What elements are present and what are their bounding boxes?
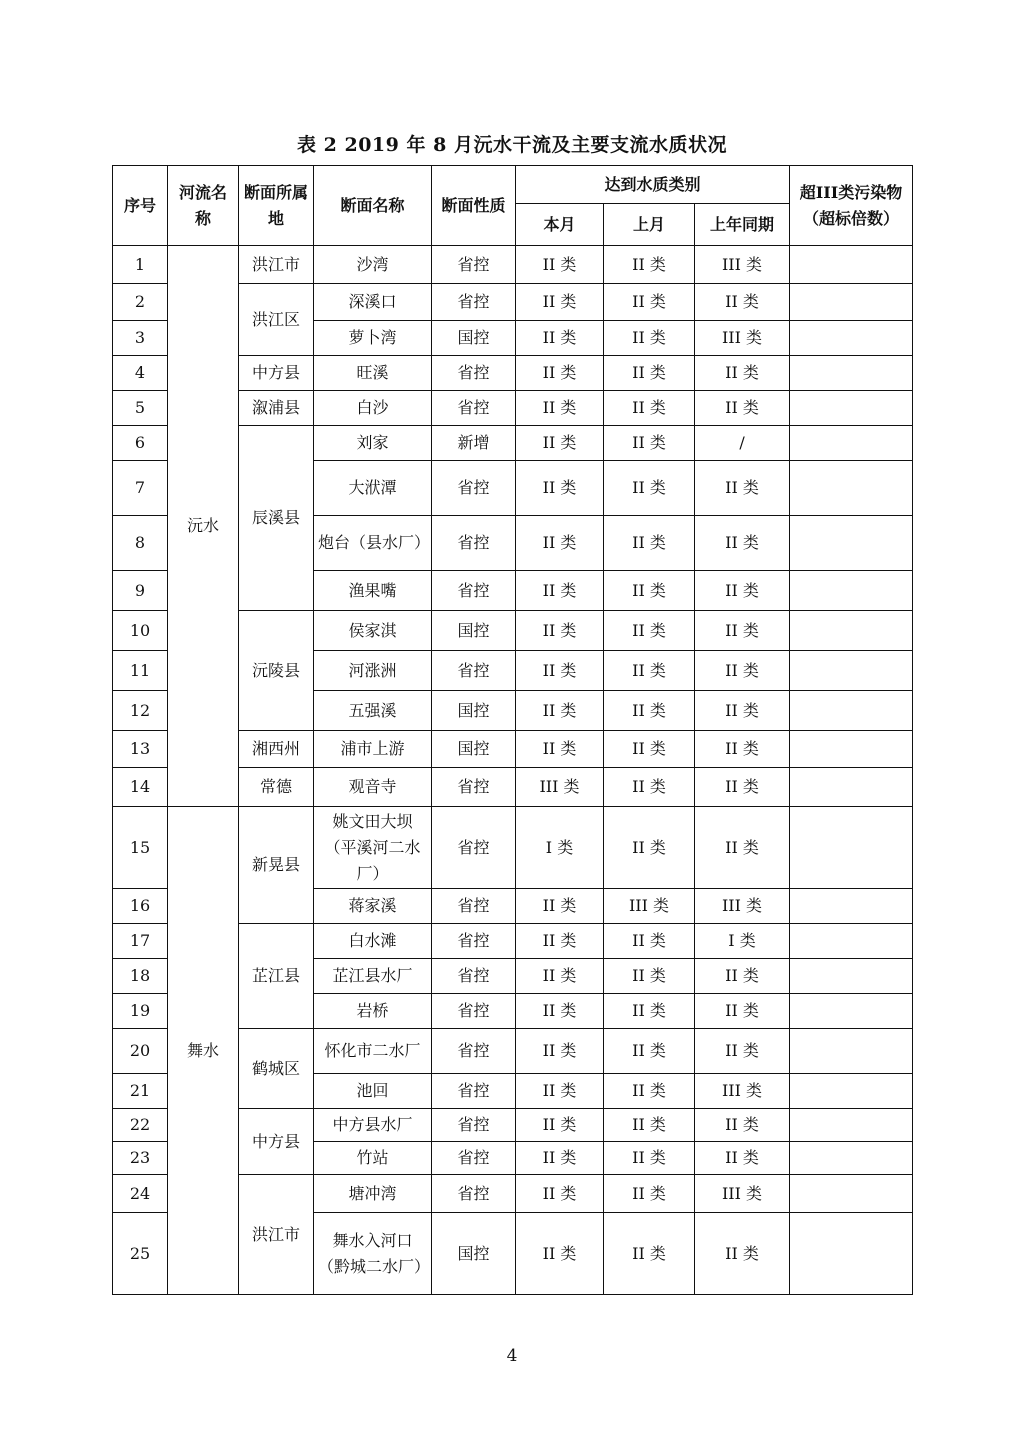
header-nature: 断面性质 xyxy=(432,166,516,246)
row-number: 13 xyxy=(113,731,168,768)
section-nature: 国控 xyxy=(432,731,516,768)
class-last-year: II 类 xyxy=(695,611,790,651)
exceed-pollutant xyxy=(790,356,913,391)
class-this-month: II 类 xyxy=(516,1213,604,1295)
exceed-pollutant xyxy=(790,994,913,1029)
section-name: 白水滩 xyxy=(314,924,432,959)
section-name: 塘冲湾 xyxy=(314,1175,432,1213)
class-last-year: II 类 xyxy=(695,1213,790,1295)
exceed-pollutant xyxy=(790,889,913,924)
class-this-month: II 类 xyxy=(516,691,604,731)
row-number: 9 xyxy=(113,571,168,611)
section-nature: 省控 xyxy=(432,356,516,391)
row-number: 14 xyxy=(113,768,168,807)
section-name: 大洑潭 xyxy=(314,461,432,516)
class-last-year: II 类 xyxy=(695,356,790,391)
section-nature: 省控 xyxy=(432,516,516,571)
section-nature: 省控 xyxy=(432,1142,516,1175)
exceed-pollutant xyxy=(790,691,913,731)
table-body xyxy=(113,246,913,1295)
class-last-year: II 类 xyxy=(695,1142,790,1175)
exceed-pollutant xyxy=(790,516,913,571)
class-this-month: II 类 xyxy=(516,571,604,611)
section-name: 五强溪 xyxy=(314,691,432,731)
class-this-month: II 类 xyxy=(516,461,604,516)
section-name: 萝卜湾 xyxy=(314,321,432,356)
section-nature: 省控 xyxy=(432,1175,516,1213)
section-name: 侯家淇 xyxy=(314,611,432,651)
section-name: 渔果嘴 xyxy=(314,571,432,611)
header-last-year: 上年同期 xyxy=(695,204,790,246)
class-last-year: II 类 xyxy=(695,1029,790,1074)
exceed-pollutant xyxy=(790,807,913,889)
section-nature: 省控 xyxy=(432,571,516,611)
class-last-year: III 类 xyxy=(695,889,790,924)
row-number: 6 xyxy=(113,426,168,461)
class-this-month: II 类 xyxy=(516,1142,604,1175)
section-location: 沅陵县 xyxy=(239,611,314,731)
section-nature: 省控 xyxy=(432,807,516,889)
class-last-month: III 类 xyxy=(604,889,695,924)
section-name: 深溪口 xyxy=(314,284,432,321)
row-number: 8 xyxy=(113,516,168,571)
section-nature: 省控 xyxy=(432,284,516,321)
class-last-year: III 类 xyxy=(695,321,790,356)
section-nature: 新增 xyxy=(432,426,516,461)
section-nature: 国控 xyxy=(432,691,516,731)
class-last-year: II 类 xyxy=(695,461,790,516)
class-last-year: / xyxy=(695,426,790,461)
exceed-pollutant xyxy=(790,924,913,959)
row-number: 21 xyxy=(113,1074,168,1109)
class-this-month: II 类 xyxy=(516,516,604,571)
section-location: 中方县 xyxy=(239,1109,314,1175)
class-last-month: II 类 xyxy=(604,1109,695,1142)
class-last-month: II 类 xyxy=(604,651,695,691)
row-number: 5 xyxy=(113,391,168,426)
class-last-month: II 类 xyxy=(604,426,695,461)
exceed-pollutant xyxy=(790,391,913,426)
row-number: 11 xyxy=(113,651,168,691)
class-last-month: II 类 xyxy=(604,1142,695,1175)
row-number: 2 xyxy=(113,284,168,321)
section-nature: 省控 xyxy=(432,391,516,426)
class-last-month: II 类 xyxy=(604,284,695,321)
class-last-month: II 类 xyxy=(604,807,695,889)
section-nature: 国控 xyxy=(432,1213,516,1295)
row-number: 23 xyxy=(113,1142,168,1175)
class-last-month: II 类 xyxy=(604,1074,695,1109)
section-location: 中方县 xyxy=(239,356,314,391)
class-last-month: II 类 xyxy=(604,959,695,994)
section-nature: 省控 xyxy=(432,246,516,284)
class-last-year: II 类 xyxy=(695,516,790,571)
class-this-month: II 类 xyxy=(516,246,604,284)
class-last-month: II 类 xyxy=(604,1213,695,1295)
section-location: 溆浦县 xyxy=(239,391,314,426)
class-this-month: II 类 xyxy=(516,889,604,924)
class-last-year: II 类 xyxy=(695,691,790,731)
section-nature: 省控 xyxy=(432,924,516,959)
class-this-month: II 类 xyxy=(516,651,604,691)
class-last-month: II 类 xyxy=(604,571,695,611)
class-last-month: II 类 xyxy=(604,1175,695,1213)
row-number: 20 xyxy=(113,1029,168,1074)
class-last-year: II 类 xyxy=(695,284,790,321)
row-number: 3 xyxy=(113,321,168,356)
class-this-month: II 类 xyxy=(516,1074,604,1109)
exceed-pollutant xyxy=(790,731,913,768)
section-name: 姚文田大坝（平溪河二水厂） xyxy=(314,807,432,889)
class-last-month: II 类 xyxy=(604,391,695,426)
class-last-month: II 类 xyxy=(604,356,695,391)
exceed-pollutant xyxy=(790,1109,913,1142)
class-this-month: II 类 xyxy=(516,924,604,959)
class-this-month: II 类 xyxy=(516,284,604,321)
class-last-year: II 类 xyxy=(695,651,790,691)
header-this-month: 本月 xyxy=(516,204,604,246)
row-number: 7 xyxy=(113,461,168,516)
section-name: 芷江县水厂 xyxy=(314,959,432,994)
class-this-month: II 类 xyxy=(516,426,604,461)
class-last-year: III 类 xyxy=(695,1074,790,1109)
section-location: 常德 xyxy=(239,768,314,807)
table-title: 表 2 2019 年 8 月沅水干流及主要支流水质状况 xyxy=(297,134,727,156)
class-last-year: II 类 xyxy=(695,994,790,1029)
class-this-month: II 类 xyxy=(516,1029,604,1074)
class-last-month: II 类 xyxy=(604,246,695,284)
class-last-month: II 类 xyxy=(604,994,695,1029)
section-name: 观音寺 xyxy=(314,768,432,807)
header-exceed: 超III类污染物（超标倍数） xyxy=(790,166,913,246)
section-name: 舞水入河口（黔城二水厂） xyxy=(314,1213,432,1295)
class-last-month: II 类 xyxy=(604,461,695,516)
section-nature: 国控 xyxy=(432,611,516,651)
exceed-pollutant xyxy=(790,1142,913,1175)
section-nature: 省控 xyxy=(432,994,516,1029)
exceed-pollutant xyxy=(790,651,913,691)
exceed-pollutant xyxy=(790,1074,913,1109)
exceed-pollutant xyxy=(790,426,913,461)
section-name: 刘家 xyxy=(314,426,432,461)
class-last-year: II 类 xyxy=(695,571,790,611)
section-name: 沙湾 xyxy=(314,246,432,284)
class-last-year: I 类 xyxy=(695,924,790,959)
section-location: 新晃县 xyxy=(239,807,314,924)
row-number: 18 xyxy=(113,959,168,994)
header-last-month: 上月 xyxy=(604,204,695,246)
section-nature: 省控 xyxy=(432,889,516,924)
section-nature: 省控 xyxy=(432,1109,516,1142)
river-name: 沅水 xyxy=(168,246,239,807)
row-number: 1 xyxy=(113,246,168,284)
section-location: 洪江市 xyxy=(239,246,314,284)
table-row xyxy=(113,807,913,889)
row-number: 25 xyxy=(113,1213,168,1295)
exceed-pollutant xyxy=(790,1213,913,1295)
section-nature: 省控 xyxy=(432,768,516,807)
section-name: 中方县水厂 xyxy=(314,1109,432,1142)
class-last-year: III 类 xyxy=(695,1175,790,1213)
water-quality-table xyxy=(112,165,913,1295)
class-last-year: II 类 xyxy=(695,391,790,426)
section-name: 白沙 xyxy=(314,391,432,426)
section-name: 竹站 xyxy=(314,1142,432,1175)
section-name: 岩桥 xyxy=(314,994,432,1029)
section-location: 洪江区 xyxy=(239,284,314,356)
section-name: 怀化市二水厂 xyxy=(314,1029,432,1074)
section-nature: 省控 xyxy=(432,651,516,691)
section-nature: 省控 xyxy=(432,461,516,516)
class-this-month: II 类 xyxy=(516,959,604,994)
exceed-pollutant xyxy=(790,571,913,611)
section-name: 浦市上游 xyxy=(314,731,432,768)
class-last-year: II 类 xyxy=(695,731,790,768)
section-location: 辰溪县 xyxy=(239,426,314,611)
section-nature: 国控 xyxy=(432,321,516,356)
header-river: 河流名称 xyxy=(168,166,239,246)
class-last-month: II 类 xyxy=(604,691,695,731)
class-last-year: II 类 xyxy=(695,1109,790,1142)
section-location: 鹤城区 xyxy=(239,1029,314,1109)
class-last-month: II 类 xyxy=(604,924,695,959)
class-last-month: II 类 xyxy=(604,516,695,571)
exceed-pollutant xyxy=(790,321,913,356)
class-last-month: II 类 xyxy=(604,1029,695,1074)
exceed-pollutant xyxy=(790,768,913,807)
class-last-month: II 类 xyxy=(604,321,695,356)
row-number: 10 xyxy=(113,611,168,651)
class-this-month: II 类 xyxy=(516,391,604,426)
section-location: 湘西州 xyxy=(239,731,314,768)
class-last-year: III 类 xyxy=(695,246,790,284)
section-name: 池回 xyxy=(314,1074,432,1109)
class-this-month: II 类 xyxy=(516,321,604,356)
class-last-month: II 类 xyxy=(604,768,695,807)
page-number: 4 xyxy=(506,1346,518,1366)
row-number: 19 xyxy=(113,994,168,1029)
section-location: 洪江市 xyxy=(239,1175,314,1295)
exceed-pollutant xyxy=(790,1175,913,1213)
section-name: 蒋家溪 xyxy=(314,889,432,924)
header-location: 断面所属地 xyxy=(239,166,314,246)
exceed-pollutant xyxy=(790,611,913,651)
class-this-month: II 类 xyxy=(516,994,604,1029)
row-number: 22 xyxy=(113,1109,168,1142)
table-row xyxy=(113,246,913,284)
section-nature: 省控 xyxy=(432,1029,516,1074)
class-last-year: II 类 xyxy=(695,807,790,889)
header-section: 断面名称 xyxy=(314,166,432,246)
section-nature: 省控 xyxy=(432,1074,516,1109)
class-this-month: II 类 xyxy=(516,731,604,768)
class-last-month: II 类 xyxy=(604,611,695,651)
class-this-month: II 类 xyxy=(516,1175,604,1213)
row-number: 15 xyxy=(113,807,168,889)
header-class-group: 达到水质类别 xyxy=(516,166,790,204)
class-last-month: II 类 xyxy=(604,731,695,768)
class-this-month: II 类 xyxy=(516,356,604,391)
exceed-pollutant xyxy=(790,959,913,994)
river-name: 舞水 xyxy=(168,807,239,1295)
class-this-month: I 类 xyxy=(516,807,604,889)
exceed-pollutant xyxy=(790,461,913,516)
row-number: 24 xyxy=(113,1175,168,1213)
exceed-pollutant xyxy=(790,246,913,284)
row-number: 12 xyxy=(113,691,168,731)
header-no: 序号 xyxy=(113,166,168,246)
section-nature: 省控 xyxy=(432,959,516,994)
section-location: 芷江县 xyxy=(239,924,314,1029)
row-number: 17 xyxy=(113,924,168,959)
class-this-month: II 类 xyxy=(516,611,604,651)
section-name: 旺溪 xyxy=(314,356,432,391)
exceed-pollutant xyxy=(790,284,913,321)
row-number: 4 xyxy=(113,356,168,391)
class-last-year: II 类 xyxy=(695,959,790,994)
class-this-month: III 类 xyxy=(516,768,604,807)
exceed-pollutant xyxy=(790,1029,913,1074)
section-name: 河涨洲 xyxy=(314,651,432,691)
row-number: 16 xyxy=(113,889,168,924)
section-name: 炮台（县水厂） xyxy=(314,516,432,571)
class-this-month: II 类 xyxy=(516,1109,604,1142)
class-last-year: II 类 xyxy=(695,768,790,807)
